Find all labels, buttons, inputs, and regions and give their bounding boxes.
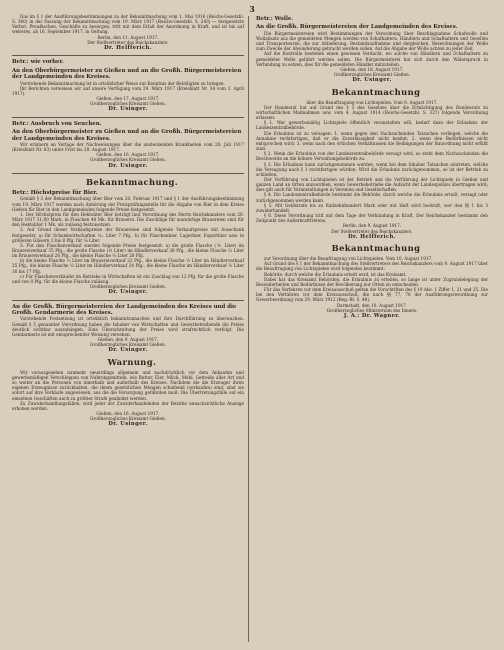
left-column [12,14,244,428]
dateline: Gießen, den 16. August 1917. [96,411,160,417]
dateline: Großherzogliches Kreisamt Gießen. [90,157,166,163]
paragraph: Der Bundesrat hat auf Grund des § 3 des Gesetzes über die Ermächtigung des Bundesrats zu wirtschaftlichen Maßnahmen usw. vom 4. August 1914 (Reichs-Gesetzbl. S. 327) folgende Verordnung erlassen: [256,104,488,121]
notice-heading: An die Großh. Bürgermeistereien der Landgemeinden des Kreises. [256,24,458,31]
paragraph: Auf Grund des § 1 der Bekanntmachung des Stellvertreters des Reichskanzlers vom 9. August 1917 über die Beauftragung von Lichtspielen wird folgendes bestimmt: [256,261,488,272]
paragraph: Vorstehende Festsetzung ist ortsüblich bekanntzumachen und ihre Durchführung zu überwachen. Gemäß § 5 genannter Verordnung haben die Inhaber von Wirtschaften und Gewerbetreibende die Preise deutlich sichtbar auszuhängen. Eine Überschreitung der Preise wird strafrechtlich verfolgt. Die Gendarmerie ist mit entsprechender Weisung versehen. [12,316,244,337]
dateline: Großherzogliches Kreisamt Gießen. [90,416,166,422]
dateline: Berlin, den 9. August 1917. [342,223,402,229]
paragraph: zur Verordnung über die Beauftragung von Lichtspielen. Vom 10. August 1917. [264,256,433,262]
paragraph: Auf die Kontrolle bestehen einen gewissen Verdacht, wo solche von Händlern und Schafhaltern zu gemeldeter Wolle geführt werden sollen. Die Bürgermeisterei hat sich durch den Widerspruch in Verbindung zu setzen, dies für die gemeldeten Händler mitzuteilen. [256,51,488,67]
notice-heading: An den Oberbürgermeister zu Gießen und an die Großh. Bürgermeistereien der Landgemeinden des Kreises. [12,129,242,142]
paragraph: Das im § 1 der Ausführungsbestimmungen zu der Bekanntmachung vom 1. Mai 1916 (Reichs-Gesetzbl. S. 360) in der Fassung der Bekanntmachung vom 19. März 1917 (Reichs-Gesetzbl. S. 243) — festgesetzte Verbot, Preußischen, Geschäfte zu besorgen, tritt mit dem Erlaß der Anordnung in Kraft, und ist bis auf weiteres, ab 16. September 1917, in Geltung. [12,14,244,35]
paragraph: 1. Der Höchstpreis für den Hektoliter Bier beträgt laut Verordnung des Herrn Reichskanzlers vom 20. März 1917 31,60 Mark, in Flaschen 40 Mk. für Brauerei. Die Zuschläge für auswärtige Brauereien sind für den Hektoliter 1 Mk. als zulässig festzusetzen. [12,211,244,228]
notice-heading: An den Oberbürgermeister zu Gießen und an die Großh. Bürgermeistereien der Landgemeinden des Kreises. [12,67,242,81]
signature: J. A.: Dr. Wagner. [343,312,401,319]
separator-rule [12,300,244,301]
dateline: Gießen, den 16. August 1917. [96,152,160,158]
paragraph: § 2. Wenn die Erlaubnis von der Landeszentralbehörde versagt wird, so steht dem Nachsuchenden die Beschwerde an die höhere Verwaltungsbehörde zu. [256,151,488,162]
section-title: Bekanntmachung. [85,177,179,187]
paragraph: § 6. Diese Verordnung tritt mit dem Tage der Verkündung in Kraft. Der Reichskanzler bestimmt den Zeitpunkt des Außerkrafttretens. [256,213,488,224]
signature: Dr. Usinger. [108,162,148,169]
dateline: über die Beauftragung von Lichtspielen. Vom 9. August 1917. [306,99,438,105]
column-divider [248,16,249,642]
signature: Dr. Usinger. [108,106,148,113]
dateline: Gießen, den 9. August 1917. [97,337,159,343]
dateline: Großherzogliches Kreisamt Gießen. [334,72,410,78]
paragraph: Für das Verfahren vor dem Kreisausschuß gelten die Vorschriften des § 19 Abs. 1 Ziffer 1, 21 und 25. Die bei den Verfahren vor dem Kreisausschuß, die nach §§ 77, 78 der Ausführungsverordnung zur Gewerbeordnung vom 29. März 1912 (Reg.-Bl. S. 48). [256,287,488,303]
notice-heading: Betr.: Ausbruch von Seuchen. [12,120,102,127]
dateline: Großherzogliches Kreisamt Gießen. [90,342,166,348]
dateline: Großherzogliches Kreisamt Gießen. [90,101,166,107]
paragraph: b) die kleine Flasche ⅓ Liter im Brauereiverkauf 22 Pfg., die kleine Flasche ⅓ Liter im Händlerverkauf 25 Pfg., die kleine Flasche ⅓ Liter im Händlerverkauf 24 Pfg., die kleine Flasche im Händlerverkauf ⅓ Liter 16 bis 17 Pfg. [12,258,244,274]
paragraph: § 5. Mit Geldstrafe bis zu fünfzehnhundert Mark oder mit Haft wird bestraft, wer den §§ 1 bis 3 zuwiderhandelt. [256,202,488,213]
paragraph: Ihr Berichten verweisen wir auf unsere Verfügung vom 29. März 1917 (Kreisblatt Nr. 34 vom 3. April 1917). [12,85,244,96]
signature: Dr. Helfferich. [348,233,396,240]
notice-heading: Betr.: wie vorher. [12,59,64,66]
paragraph: Die Erlaubnis ist zu versagen: 1. wenn gegen den Nachsuchenden Tatsachen vorliegen, welche die Annahme rechtfertigen, daß er die Zuverlässigkeit nicht besitzt; 2. wenn den Bedürfnissen nicht entsprochen wird; 3. wenn nach den örtlichen Verhältnissen die Bedingungen der Bauordnung nicht erfüllt sind. [256,130,488,152]
paragraph: 2. Auf Grund dieser Verkaufspreise der Brauereien sind folgende Verkaufspreise mit Ausschank festgesetzt: a) für Schankwirtschaften ⅒ Liter 7 Pfg., b) für Flaschenbier, Lagerbier, Exportbier usw. in größeren Gläsern 3 bis 8 Pfg. für ¼ Liter. [12,227,244,243]
page-number: 3 [249,4,255,14]
dateline: Gießen, den 18. August 1917. [340,66,404,72]
dateline: Der Stellvertreter des Reichskanzlers. [87,39,169,45]
separator-rule [12,117,244,118]
paragraph: 3. Für den Flaschenverkauf werden folgende Preise festgesetzt: a) die große Flasche (⅗ Liter) im Brauereiverkauf 35 Pfg., die große Flasche (½ Liter) im Händlerverkauf 38 Pfg., die kleine Flasche ⅓ Liter im Brauereiverkauf 26 Pfg., die kleine Flasche ⅓ Liter 28 Pfg. [12,242,244,259]
paragraph: Vorstehende Bekanntmachung ist in ortsüblicher Weise zur Kenntnis der Beteiligten zu bringen. [20,80,225,86]
paragraph: Gemäß § 3 der Bekanntmachung über Bier vom 20. Februar 1917 und § 1 der Ausführungsbestimmung vom 19. März 1917 werden nach Anhörung der Preisprüfungsstelle für die Abgabe von Bier in dem Kreise Gießen für Bier in den Landgemeinden folgende Preise festgesetzt. [12,196,244,212]
paragraph: § 1. Wer gewerbsmäßig Lichtspiele öffentlich veranstalten will, bedarf dazu der Erlaubnis der Landeszentralbehörde. [256,120,488,131]
signature: Dr. Usinger. [108,289,148,296]
separator-rule [12,173,244,174]
right-column [256,14,488,319]
signature: Dr. Usinger. [108,421,148,428]
separator-rule [12,55,244,56]
paragraph: Wir erinnern an Vorlage der Nachweisungen über die ansteckenden Krankheiten vom 20. Juli 1917 (Kreisblatt Nr. 83) unter Frist bis 28. August 1917. [12,141,244,153]
signature: Dr. Helfferich. [104,44,152,51]
dateline: Berlin, den 11. August 1917. [97,34,159,40]
paragraph: Dabei hat das Kreisamt Behörden, die Erlaubnis zu erteilen, so lange ist unter Zugrundelegung der Besonderheiten und Bedürfnisse der Bevölkerung nur Orten zu entscheiden. [256,276,488,287]
paragraph: § 4. Die Landeszentralbehörde bestimmt die Behörde, durch welche die Erlaubnis erteilt, versagt oder zurückgenommen werden kann. [256,192,488,203]
paragraph: Der Vorführung von Lichtspielen ist der Betrieb und die Vorführung der Lichtspiele in Gießen und ganzen Land an Orten anzuordnen, wenn Gewerbebetriebe die Aufsicht der Landespolizei übertragen wird; dies gilt auch für Veranstaltungen in Vereinen und Gesellschaften. [256,176,488,193]
paragraph: Behörde, durch welche die Erlaubnis erteilt wird, ist das Kreisamt. [264,271,407,277]
dateline: Gießen, den 17. August 1917. [96,96,160,102]
notice-heading: An die Großh. Bürgermeistereien der Landgemeinden des Kreises und die Großh. Gendarmerie des Kreises. [12,303,237,317]
paragraph: Zu Zuwiderhandlungsfällen, wird jeder der Zuwiderhandelnden der Bezirke unnachsichtliche Anzeige erhoben werden. [12,400,244,411]
dateline: Großherzogliches Ministerium des Innern. [326,307,418,313]
paragraph: § 3. Die Erlaubnis kann zurückgenommen werden, wenn bei dem Inhaber Tatsachen eintreten, welche die Versagung nach § 1 rechtfertigen würden. Wird die Erlaubnis zurückgenommen, so ist der Betrieb zu schließen. [256,161,488,177]
dateline: Darmstadt, den 10. August 1917. [336,302,408,308]
section-title: Bekanntmachung [331,243,421,254]
section-title: Warnung. [107,356,157,367]
paragraph: Die Bürgermeistereien wird Bestimmungen der Verordnung über Beschlagnahme Schafwolle und Wollabsatz aus die gemeldeten Mengen werden von Schafhaltern, Händlern und Schafhaltern und Gesellen und Transporteuren, die zur Ablieferung, Bestandsaufnahme und dergleichen, Bezeichnungen der Wolle zum Zwecke der Absonderung gebracht werden sollen. Auf die Abgabe der Wolle achten zu jeder Zeit. [256,30,488,52]
notice-heading: Betr.: Höchstpreise für Bier. [12,190,98,196]
notice-heading: Betr.: Wolle. [256,16,294,22]
dateline: Der Stellvertreter des Reichskanzlers. [331,228,413,234]
signature: Dr. Usinger. [352,77,392,84]
paragraph: c) Für Flaschenverkäufer im Betriebe in Wirtschaften ist ein Zuschlag von 12 Pfg. für die große Flasche und von 8 Pfg. für die kleine Flasche zulässig. [12,273,244,284]
dateline: Großherzogliches Kreisamt Gießen. [90,284,166,290]
section-title: Bekanntmachung [331,86,421,97]
signature: Dr. Usinger. [108,347,148,354]
paragraph: Wir vorausgesehen nunmehr neuerdings allgemein und nachdrücklich vor dem Ankaufen und gewerbsmäßigen Verschleppen von Nahrungsmitteln, wie Butter, Eier, Milch, Mehl, Getreide aller Art und so weiter an die Personen von innerhalb und außerhalb des Kreises. Nachdem die die Erzeuger ihren eigenen Erzeugnisse zurückhalten, die ihnen gesetzlichen Mengen schiebend (verkaufen) sind, sind sie sofort auf ihre Verkäufe angewiesen, aus die die Versorgung gefährden muß. Die Übertretungsfälle auf ein einzelnen Geschäften auch zu größter Strafe geahndet werden. [12,369,244,401]
